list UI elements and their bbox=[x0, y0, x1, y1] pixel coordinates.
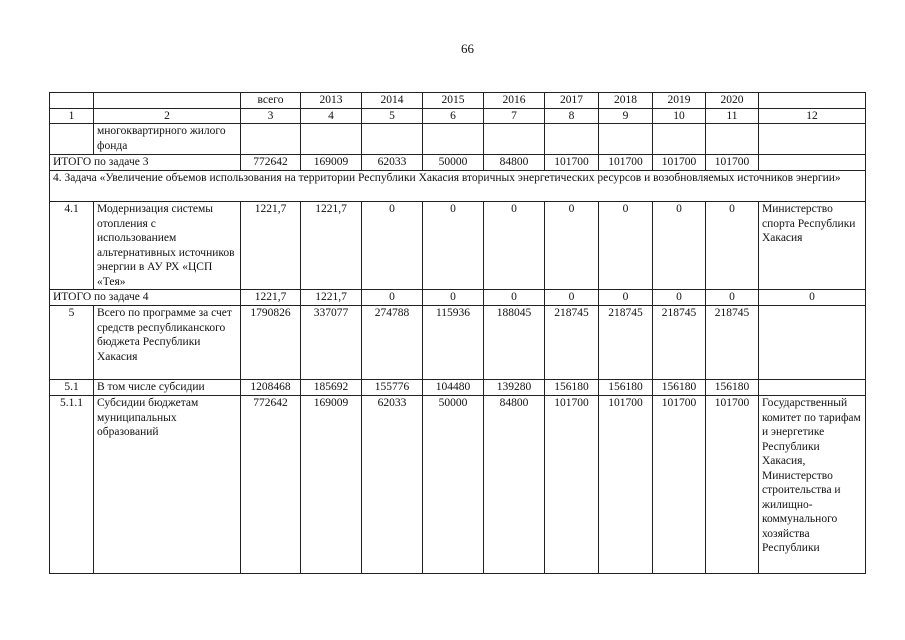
value-cell: 169009 bbox=[301, 396, 362, 574]
value-cell: 0 bbox=[362, 202, 423, 290]
value-cell: 0 bbox=[423, 290, 484, 306]
value-cell: 0 bbox=[545, 202, 599, 290]
value-cell: 101700 bbox=[706, 396, 759, 574]
column-number: 12 bbox=[759, 108, 866, 124]
value-cell: 84800 bbox=[484, 396, 545, 574]
value-cell: 772642 bbox=[241, 396, 301, 574]
value-cell: 0 bbox=[423, 202, 484, 290]
value-cell: 1221,7 bbox=[241, 202, 301, 290]
value-cell: 274788 bbox=[362, 306, 423, 380]
table-row-total-task-4 bbox=[50, 290, 866, 306]
value-cell: 0 bbox=[484, 202, 545, 290]
table-row-5 bbox=[50, 306, 866, 380]
total-label: ИТОГО по задаче 4 bbox=[50, 290, 241, 306]
column-number: 10 bbox=[653, 108, 706, 124]
value-cell: 0 bbox=[362, 290, 423, 306]
header-year: 2015 bbox=[423, 93, 484, 109]
column-number: 4 bbox=[301, 108, 362, 124]
responsible-cell bbox=[759, 380, 866, 396]
row-number: 5 bbox=[50, 306, 94, 380]
value-cell: 101700 bbox=[599, 155, 653, 171]
value-cell: 156180 bbox=[706, 380, 759, 396]
row-name: Модернизация системы отопления с использованием альтернативных источников энергии в АУ РХ «ЦСП «Тея» bbox=[94, 202, 241, 290]
value-cell: 169009 bbox=[301, 155, 362, 171]
table-row-continuation bbox=[50, 124, 866, 155]
row-name: Всего по программе за счет средств республиканского бюджета Республики Хакасия bbox=[94, 306, 241, 380]
value-cell: 0 bbox=[706, 202, 759, 290]
value-cell: 101700 bbox=[706, 155, 759, 171]
value-cell: 50000 bbox=[423, 396, 484, 574]
value-cell: 101700 bbox=[545, 155, 599, 171]
header-year: 2014 bbox=[362, 93, 423, 109]
budget-table bbox=[49, 92, 866, 574]
value-cell: 101700 bbox=[653, 396, 706, 574]
value-cell: 0 bbox=[653, 290, 706, 306]
value-cell: 62033 bbox=[362, 155, 423, 171]
column-number: 5 bbox=[362, 108, 423, 124]
header-year: 2020 bbox=[706, 93, 759, 109]
value-cell: 218745 bbox=[653, 306, 706, 380]
row-name: В том числе субсидии bbox=[94, 380, 241, 396]
value-cell: 0 bbox=[484, 290, 545, 306]
responsible-cell: Министерство спорта Республики Хакасия bbox=[759, 202, 866, 290]
column-number: 7 bbox=[484, 108, 545, 124]
column-number: 1 bbox=[50, 108, 94, 124]
header-cell-empty bbox=[94, 93, 241, 109]
column-number: 6 bbox=[423, 108, 484, 124]
value-cell: 337077 bbox=[301, 306, 362, 380]
table-row-5-1-1 bbox=[50, 396, 866, 574]
value-cell: 218745 bbox=[545, 306, 599, 380]
value-cell: 101700 bbox=[599, 396, 653, 574]
value-cell: 155776 bbox=[362, 380, 423, 396]
value-cell: 156180 bbox=[653, 380, 706, 396]
value-cell: 139280 bbox=[484, 380, 545, 396]
responsible-cell bbox=[759, 155, 866, 171]
row-number: 4.1 bbox=[50, 202, 94, 290]
value-cell: 772642 bbox=[241, 155, 301, 171]
value-cell: 1221,7 bbox=[301, 290, 362, 306]
row-number bbox=[50, 124, 94, 155]
value-cell: 0 bbox=[599, 202, 653, 290]
table-row-4-1 bbox=[50, 202, 866, 290]
value-cell: 50000 bbox=[423, 155, 484, 171]
value-cell: 104480 bbox=[423, 380, 484, 396]
row-name: Субсидии бюджетам муниципальных образований bbox=[94, 396, 241, 574]
responsible-cell: 0 bbox=[759, 290, 866, 306]
column-number: 2 bbox=[94, 108, 241, 124]
header-year: 2013 bbox=[301, 93, 362, 109]
value-cell: 0 bbox=[599, 290, 653, 306]
value-cell: 1221,7 bbox=[241, 290, 301, 306]
responsible-cell: Государственный комитет по тарифам и энергетике Республики Хакасия, Министерство строительства и жилищно-коммунального хозяйства Республики bbox=[759, 396, 866, 574]
page-number: 66 bbox=[461, 41, 474, 56]
table-row-task-4-heading bbox=[50, 171, 866, 202]
header-year: 2016 bbox=[484, 93, 545, 109]
column-number: 8 bbox=[545, 108, 599, 124]
value-cell: 101700 bbox=[545, 396, 599, 574]
value-cell: 0 bbox=[706, 290, 759, 306]
header-year: 2018 bbox=[599, 93, 653, 109]
table-row-5-1 bbox=[50, 380, 866, 396]
header-year: 2019 bbox=[653, 93, 706, 109]
task-heading: 4. Задача «Увеличение объемов использования на территории Республики Хакасия вторичных энергетических ресурсов и возобновляемых источников энергии» bbox=[50, 171, 866, 202]
value-cell: 185692 bbox=[301, 380, 362, 396]
value-cell: 218745 bbox=[599, 306, 653, 380]
header-total: всего bbox=[241, 93, 301, 109]
value-cell: 0 bbox=[653, 202, 706, 290]
value-cell: 188045 bbox=[484, 306, 545, 380]
header-year: 2017 bbox=[545, 93, 599, 109]
value-cell: 156180 bbox=[545, 380, 599, 396]
value-cell: 62033 bbox=[362, 396, 423, 574]
row-number: 5.1.1 bbox=[50, 396, 94, 574]
column-number: 11 bbox=[706, 108, 759, 124]
value-cell: 156180 bbox=[599, 380, 653, 396]
column-number: 3 bbox=[241, 108, 301, 124]
value-cell: 218745 bbox=[706, 306, 759, 380]
total-label: ИТОГО по задаче 3 bbox=[50, 155, 241, 171]
row-number: 5.1 bbox=[50, 380, 94, 396]
header-cell-empty bbox=[50, 93, 94, 109]
value-cell: 101700 bbox=[653, 155, 706, 171]
header-years-row bbox=[50, 93, 866, 109]
table-row-total-task-3 bbox=[50, 155, 866, 171]
row-name: многоквартирного жилого фонда bbox=[94, 124, 241, 155]
column-number: 9 bbox=[599, 108, 653, 124]
value-cell: 1790826 bbox=[241, 306, 301, 380]
value-cell: 0 bbox=[545, 290, 599, 306]
responsible-cell bbox=[759, 306, 866, 380]
value-cell: 1208468 bbox=[241, 380, 301, 396]
value-cell: 115936 bbox=[423, 306, 484, 380]
value-cell: 1221,7 bbox=[301, 202, 362, 290]
value-cell: 84800 bbox=[484, 155, 545, 171]
column-numbers-row bbox=[50, 108, 866, 124]
header-cell-empty bbox=[759, 93, 866, 109]
